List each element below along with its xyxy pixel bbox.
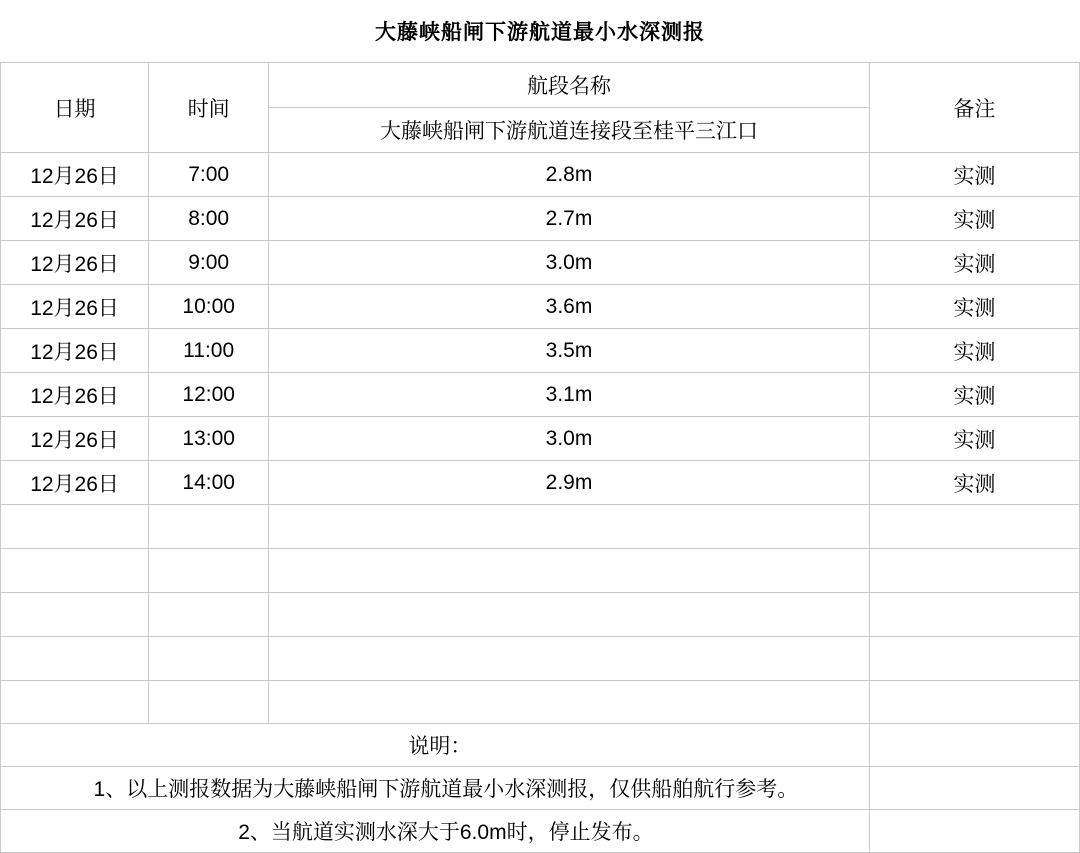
cell-time-empty: [149, 505, 269, 549]
spacer-cell: [269, 681, 870, 724]
table-row: [1, 285, 1080, 329]
cell-remark-empty: [869, 549, 1079, 593]
header-time: 时间: [149, 63, 269, 153]
cell-remark: 实测: [869, 197, 1079, 241]
notes-spacer-cell: [869, 810, 1079, 853]
notes-spacer-cell: [869, 724, 1079, 767]
cell-remark-empty: [869, 593, 1079, 637]
table-row-empty: [1, 505, 1080, 549]
page-title: 大藤峡船闸下游航道最小水深测报: [1, 0, 1080, 63]
spacer-cell: [869, 681, 1079, 724]
header-section-group: 航段名称: [269, 63, 870, 108]
cell-remark: 实测: [869, 153, 1079, 197]
cell-date-empty: [1, 505, 149, 549]
cell-depth-empty: [269, 593, 870, 637]
table-row-empty: [1, 593, 1080, 637]
notes-item-row: [1, 810, 1080, 853]
notes-spacer-cell: [869, 767, 1079, 810]
table-row: [1, 329, 1080, 373]
header-remark: 备注: [869, 63, 1079, 153]
table-row: [1, 461, 1080, 505]
cell-date: 12月26日: [1, 197, 149, 241]
cell-depth-empty: [269, 505, 870, 549]
table-row-empty: [1, 549, 1080, 593]
table-row: [1, 373, 1080, 417]
cell-date: 12月26日: [1, 417, 149, 461]
table-row-empty: [1, 637, 1080, 681]
cell-remark: 实测: [869, 241, 1079, 285]
cell-time: 13:00: [149, 417, 269, 461]
cell-date: 12月26日: [1, 329, 149, 373]
cell-time: 9:00: [149, 241, 269, 285]
cell-depth: 2.7m: [269, 197, 870, 241]
cell-time-empty: [149, 593, 269, 637]
cell-depth: 3.6m: [269, 285, 870, 329]
table-row: [1, 417, 1080, 461]
cell-remark: 实测: [869, 461, 1079, 505]
cell-time: 8:00: [149, 197, 269, 241]
cell-date: 12月26日: [1, 373, 149, 417]
cell-time-empty: [149, 549, 269, 593]
cell-depth: 2.8m: [269, 153, 870, 197]
cell-date-empty: [1, 593, 149, 637]
cell-depth: 3.1m: [269, 373, 870, 417]
cell-time: 12:00: [149, 373, 269, 417]
cell-date-empty: [1, 549, 149, 593]
cell-depth: 3.0m: [269, 241, 870, 285]
header-date: 日期: [1, 63, 149, 153]
table-row: [1, 197, 1080, 241]
cell-remark-empty: [869, 505, 1079, 549]
cell-depth-empty: [269, 637, 870, 681]
notes-item: [1, 767, 870, 810]
notes-label-row: [1, 724, 1080, 767]
cell-time: 7:00: [149, 153, 269, 197]
notes-item-text: 2、当航道实测水深大于6.0m时，停止发布。: [238, 821, 654, 844]
cell-time-empty: [149, 637, 269, 681]
spacer-row: [1, 681, 1080, 724]
cell-depth: 3.0m: [269, 417, 870, 461]
table-row: [1, 153, 1080, 197]
notes-item-row: [1, 767, 1080, 810]
cell-depth: 2.9m: [269, 461, 870, 505]
cell-depth: 3.5m: [269, 329, 870, 373]
cell-remark: 实测: [869, 285, 1079, 329]
notes-item: [1, 810, 870, 853]
notes-label-text: 说明：: [408, 735, 472, 758]
cell-date: 12月26日: [1, 241, 149, 285]
spacer-cell: [1, 681, 149, 724]
cell-depth-empty: [269, 549, 870, 593]
title-row: [1, 0, 1080, 63]
cell-remark: 实测: [869, 329, 1079, 373]
cell-time: 14:00: [149, 461, 269, 505]
header-section-name: 大藤峡船闸下游航道连接段至桂平三江口: [269, 108, 870, 153]
header-row-1: [1, 63, 1080, 108]
spacer-cell: [149, 681, 269, 724]
notes-item-text: 1、以上测报数据为大藤峡船闸下游航道最小水深测报，仅供船舶航行参考。: [93, 778, 799, 801]
cell-remark: 实测: [869, 373, 1079, 417]
cell-time: 11:00: [149, 329, 269, 373]
table-row: [1, 241, 1080, 285]
cell-date: 12月26日: [1, 285, 149, 329]
cell-remark-empty: [869, 637, 1079, 681]
cell-date-empty: [1, 637, 149, 681]
cell-time: 10:00: [149, 285, 269, 329]
cell-remark: 实测: [869, 417, 1079, 461]
notes-label: [1, 724, 870, 767]
cell-date: 12月26日: [1, 461, 149, 505]
cell-date: 12月26日: [1, 153, 149, 197]
